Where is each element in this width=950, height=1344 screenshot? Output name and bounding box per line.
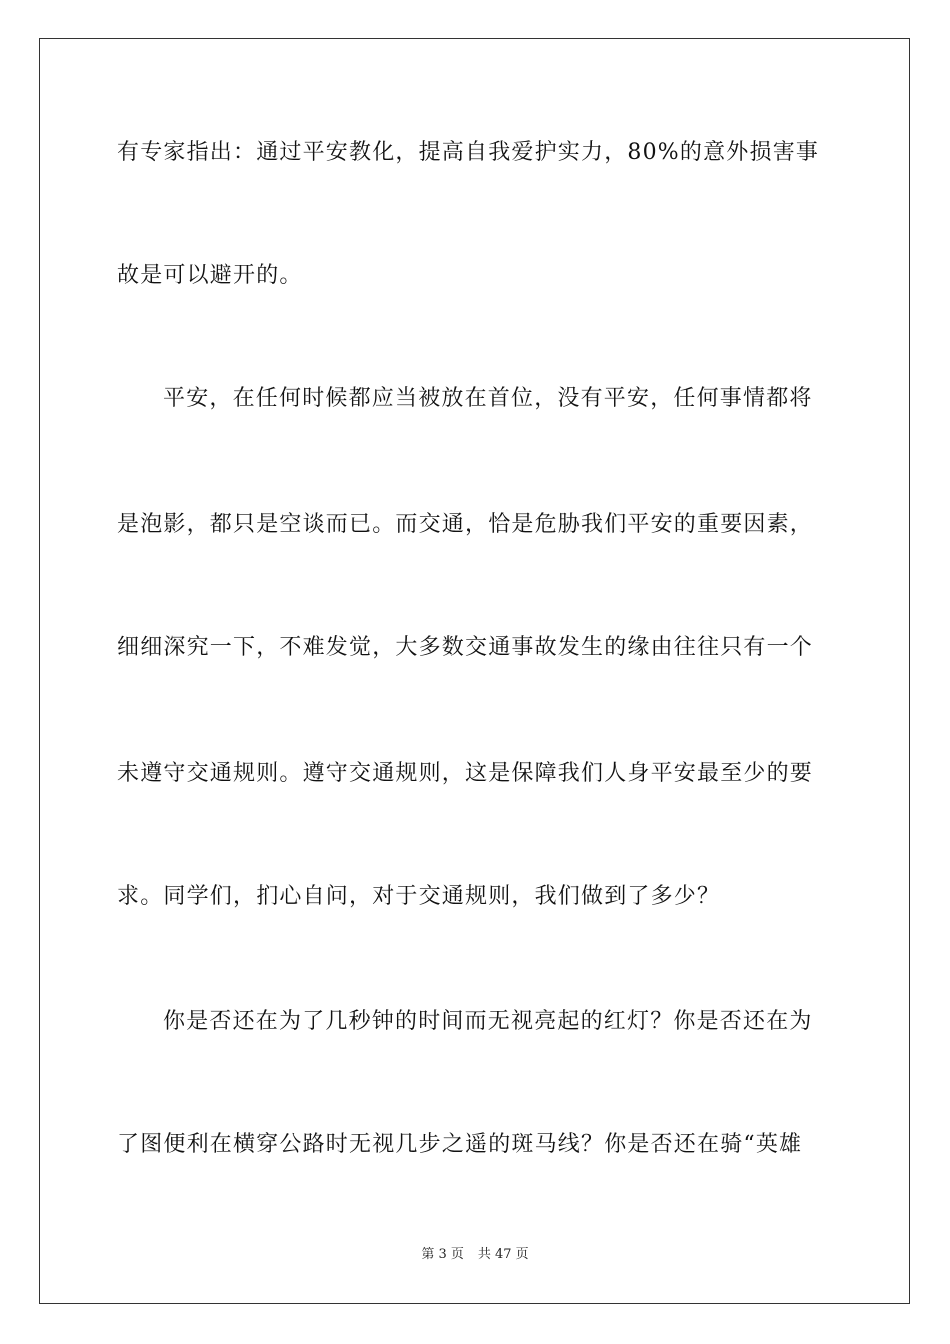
- page-frame: [39, 38, 910, 1304]
- page-number: 第 3 页: [421, 1247, 464, 1262]
- body-line: 平安，在任何时候都应当被放在首位，没有平安，任何事情都将: [163, 386, 813, 411]
- body-line: 细细深究一下，不难发觉，大多数交通事故发生的缘由往往只有一个: [117, 635, 814, 660]
- page-total: 共 47 页: [477, 1247, 529, 1262]
- body-line: 是泡影，都只是空谈而已。而交通，恰是危胁我们平安的重要因素，: [117, 512, 814, 537]
- body-line: 你是否还在为了几秒钟的时间而无视亮起的红灯？你是否还在为: [163, 1009, 813, 1034]
- body-line: 了图便利在横穿公路时无视几步之遥的斑马线？你是否还在骑“英雄: [117, 1132, 803, 1157]
- body-line: 未遵守交通规则。遵守交通规则，这是保障我们人身平安最至少的要: [117, 761, 814, 786]
- body-line: 有专家指出：通过平安教化，提高自我爱护实力，80%的意外损害事: [117, 140, 820, 165]
- body-line: 故是可以避开的。: [117, 263, 303, 288]
- page-footer: [0, 1246, 950, 1264]
- body-line: 求。同学们，扪心自问，对于交通规则，我们做到了多少？: [117, 884, 721, 909]
